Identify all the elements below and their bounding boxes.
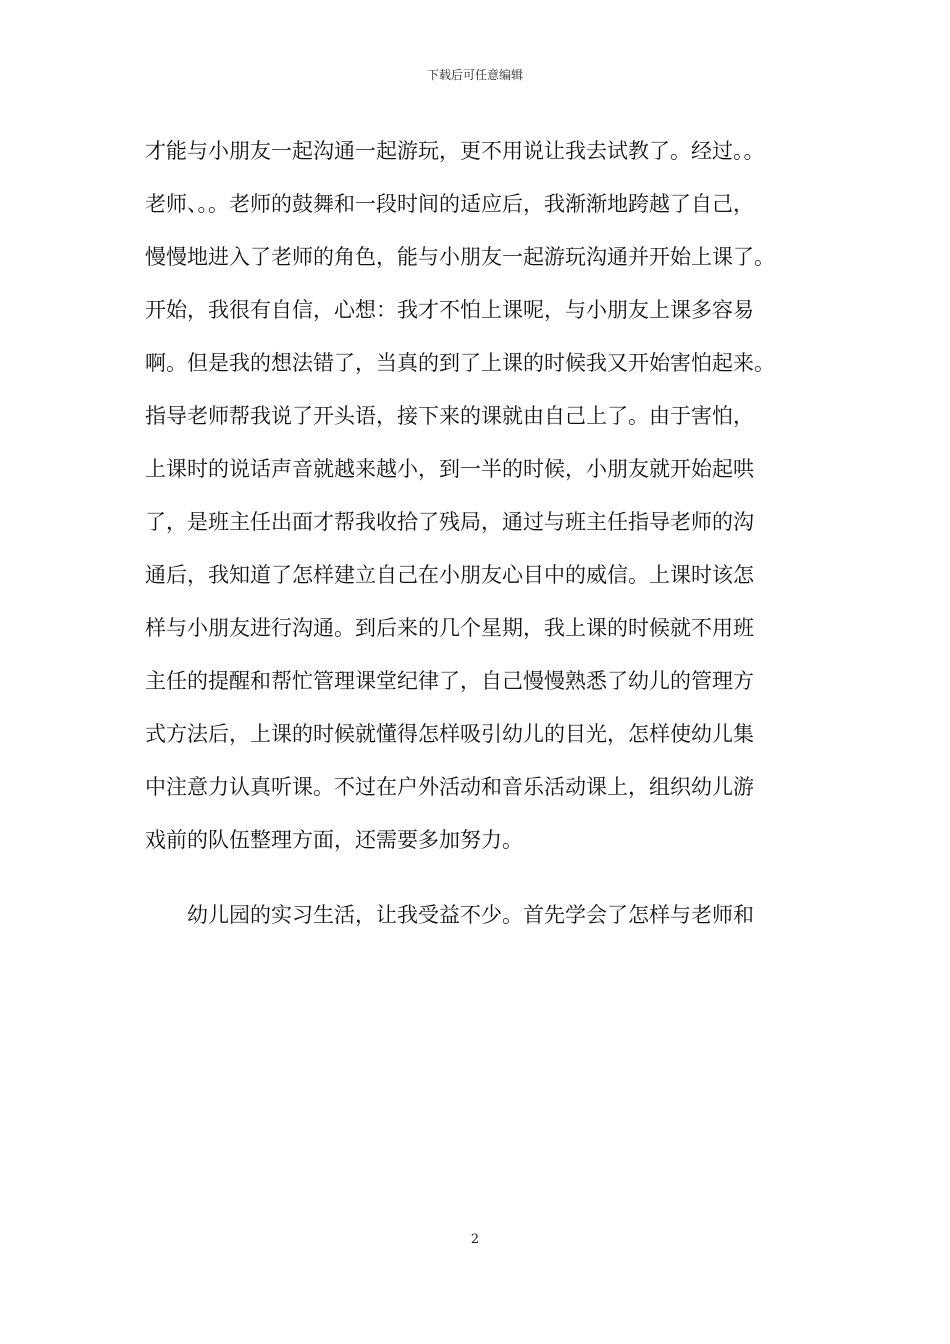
page-number: 2 xyxy=(470,1232,480,1247)
text-line: 了，是班主任出面才帮我收拾了残局，通过与班主任指导老师的沟 xyxy=(145,510,754,534)
text-line: 老师、。。老师的鼓舞和一段时间的适应后，我渐渐地跨越了自己， xyxy=(145,192,754,216)
text-line: 中注意力认真听课。不过在户外活动和音乐活动课上，组织幼儿游 xyxy=(145,775,754,799)
text-line: 开始，我很有自信，心想：我才不怕上课呢，与小朋友上课多容易 xyxy=(145,298,754,322)
text-line: 样与小朋友进行沟通。到后来的几个星期，我上课的时候就不用班 xyxy=(145,616,754,640)
text-line: 慢慢地进入了老师的角色，能与小朋友一起游玩沟通并开始上课了。 xyxy=(145,245,775,269)
text-line: 才能与小朋友一起沟通一起游玩，更不用说让我去试教了。经过。。 xyxy=(145,139,765,163)
text-line: 上课时的说话声音就越来越小，到一半的时候，小朋友就开始起哄 xyxy=(145,457,754,481)
page-header: 下载后可任意编辑 xyxy=(426,68,523,82)
text-line: 戏前的队伍整理方面，还需要多加努力。 xyxy=(145,828,523,852)
text-line: 主任的提醒和帮忙管理课堂纪律了，自己慢慢熟悉了幼儿的管理方 xyxy=(145,669,754,693)
text-line: 式方法后，上课的时候就懂得怎样吸引幼儿的目光，怎样使幼儿集 xyxy=(145,722,754,746)
text-line: 啊。但是我的想法错了，当真的到了上课的时候我又开始害怕起来。 xyxy=(145,351,775,375)
paragraph-start-line: 幼儿园的实习生活，让我受益不少。首先学会了怎样与老师和 xyxy=(187,903,754,927)
paragraph-gap xyxy=(145,867,825,889)
text-line: 通后，我知道了怎样建立自己在小朋友心目中的威信。上课时该怎 xyxy=(145,563,754,587)
body-text xyxy=(145,125,825,942)
text-line: 指导老师帮我说了开头语，接下来的课就由自己上了。由于害怕， xyxy=(145,404,754,428)
